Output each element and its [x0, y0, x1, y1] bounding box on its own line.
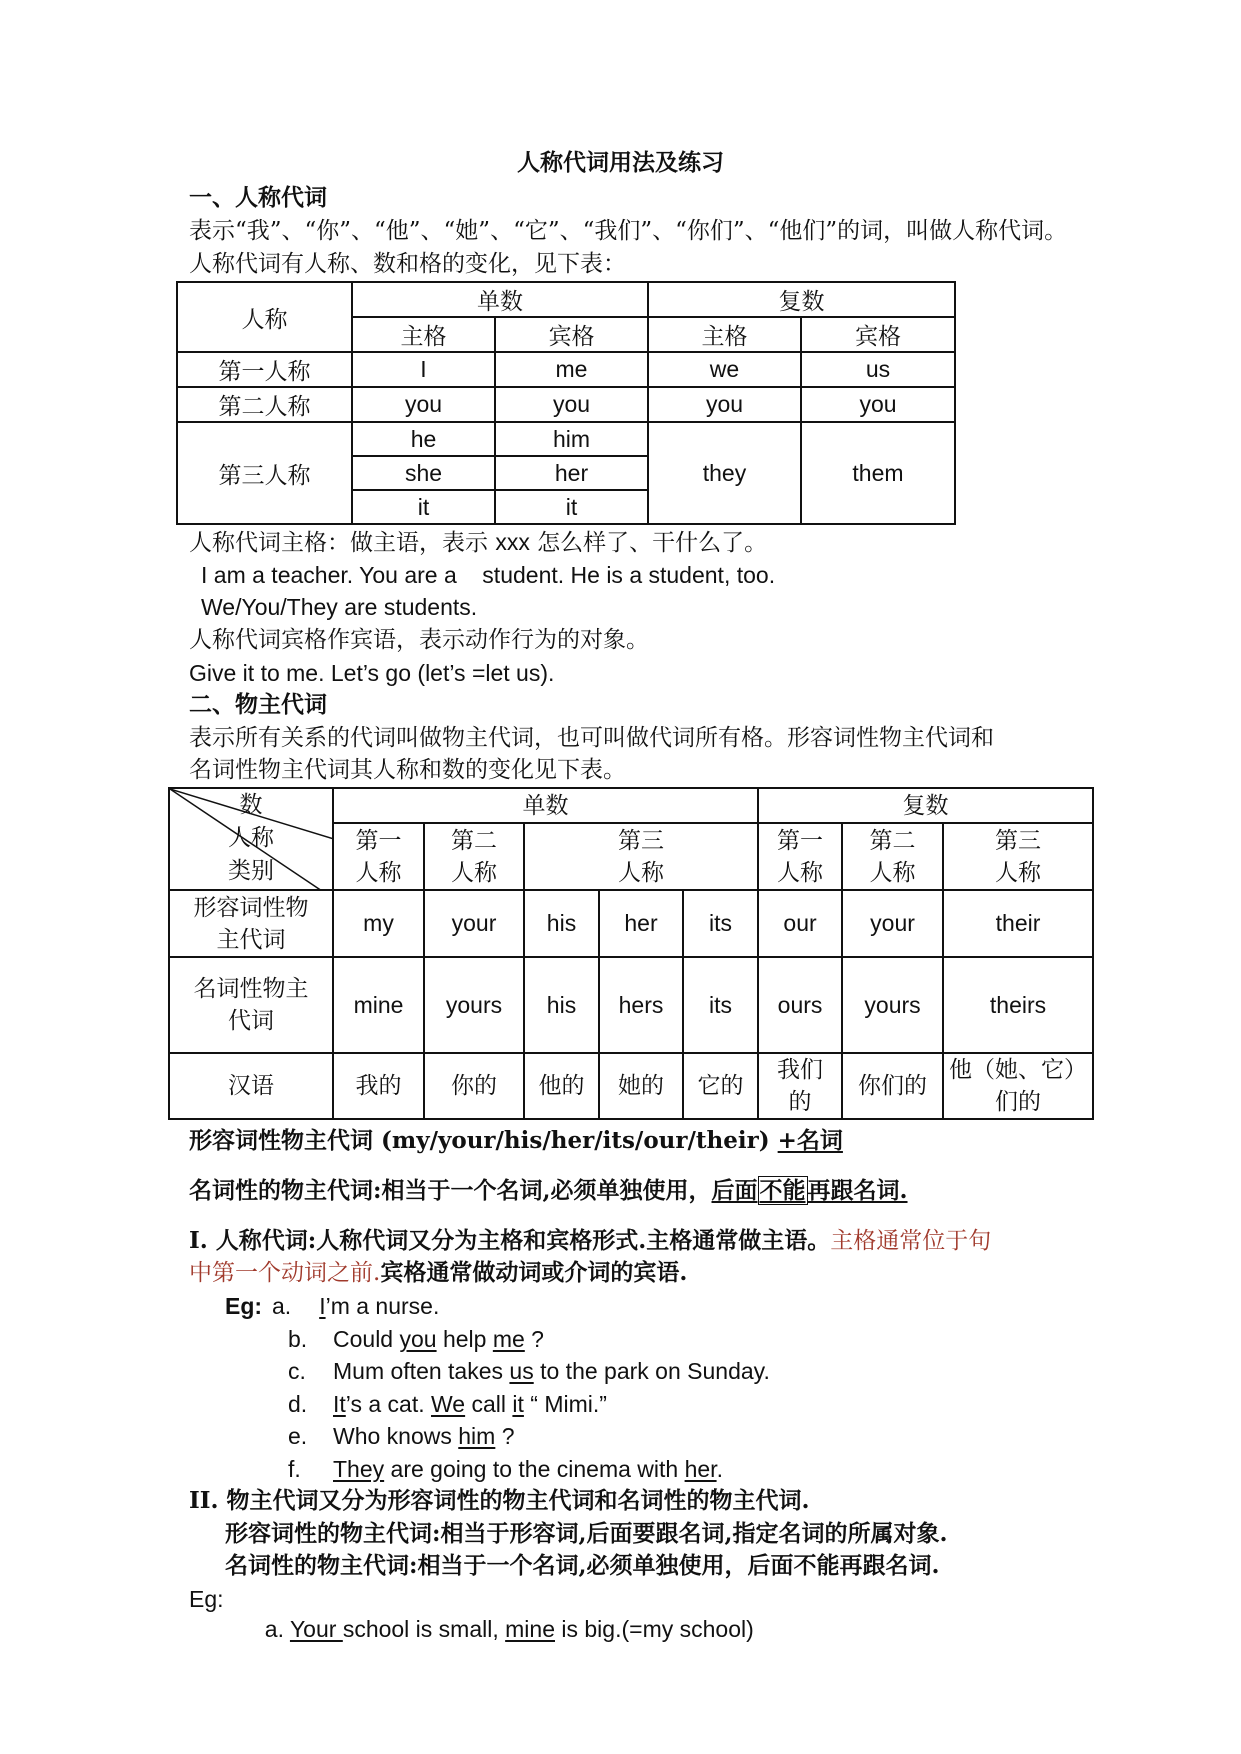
- header-plural: 复数: [648, 282, 955, 317]
- cell: them: [801, 422, 955, 524]
- cell: 我们 的: [758, 1053, 842, 1119]
- cell: 它的: [683, 1053, 758, 1119]
- possessive-pronoun-table: [168, 787, 1094, 1120]
- corner-category: 类别: [228, 858, 274, 884]
- row-label-third: 第三人称: [177, 422, 352, 524]
- subjective-rule: 人称代词主格：做主语，表示 xxx 怎么样了、干什么了。: [189, 529, 768, 556]
- header-second-person: 第二 人称: [842, 823, 943, 890]
- section1-intro-2: 人称代词有人称、数和格的变化，见下表：: [189, 251, 626, 277]
- section2-intro-2: 名词性物主代词其人称和数的变化见下表。: [189, 757, 626, 783]
- cell: yours: [842, 957, 943, 1053]
- example-label: Eg:: [225, 1293, 263, 1319]
- cell: theirs: [943, 957, 1093, 1053]
- header-person: 人称: [177, 282, 352, 352]
- cell: it: [495, 490, 648, 524]
- cell: 他（她、它） 们的: [943, 1053, 1093, 1119]
- example-line-3: Give it to me. Let’s go (let’s =let us).: [189, 660, 555, 686]
- cell: yours: [424, 957, 524, 1053]
- example-d: It’s a cat. We call it “ Mimi.”: [333, 1391, 607, 1417]
- header-second-person: 第二 人称: [424, 823, 524, 890]
- example-c: Mum often takes us to the park on Sunday.: [333, 1358, 770, 1384]
- objective-rule: 人称代词宾格作宾语，表示动作行为的对象。: [189, 627, 649, 653]
- section2-intro-1: 表示所有关系的代词叫做物主代词，也可叫做代词所有格。形容词性物主代词和: [189, 725, 994, 751]
- part2-line-2: 形容词性的物主代词:相当于形容词,后面要跟名词,指定名词的所属对象.: [225, 1520, 948, 1547]
- header-first-person: 第一 人称: [758, 823, 842, 890]
- cell: she: [352, 456, 495, 490]
- cell: his: [524, 957, 599, 1053]
- section2-heading: 二、物主代词: [189, 691, 327, 718]
- header-plural: 复数: [758, 788, 1093, 823]
- example-c-mark: c.: [288, 1358, 306, 1384]
- example-b: Could you help me ?: [333, 1326, 544, 1352]
- row-label-chinese: 汉语: [169, 1053, 333, 1119]
- row-label-noun: 名词性物主 代词: [169, 957, 333, 1053]
- adjective-possessive-rule: 形容词性物主代词 (my/your/his/her/its/our/their) +名词: [189, 1127, 843, 1154]
- cell: your: [842, 890, 943, 957]
- corner-person: 人称: [228, 825, 274, 851]
- header-subjective: 主格: [648, 317, 801, 352]
- cell: my: [333, 890, 424, 957]
- cell: you: [352, 387, 495, 422]
- example-b-mark: b.: [288, 1326, 308, 1352]
- corner-num: 数: [239, 792, 263, 818]
- cell: its: [683, 890, 758, 957]
- cell: we: [648, 352, 801, 387]
- section1-heading: 一、人称代词: [189, 184, 327, 211]
- header-third-person: 第三 人称: [524, 823, 758, 890]
- cell: ours: [758, 957, 842, 1053]
- cell: they: [648, 422, 801, 524]
- example-e-mark: e.: [288, 1423, 308, 1449]
- cell: her: [495, 456, 648, 490]
- cell: it: [352, 490, 495, 524]
- part2-line-3: 名词性的物主代词:相当于一个名词,必须单独使用，后面不能再跟名词.: [225, 1552, 940, 1579]
- page-title: 人称代词用法及练习: [517, 149, 724, 176]
- part1-line-2: 中第一个动词之前.宾格通常做动词或介词的宾语.: [189, 1259, 688, 1286]
- cell: 你的: [424, 1053, 524, 1119]
- cell: 她的: [599, 1053, 683, 1119]
- part2-example-label: Eg:: [189, 1586, 224, 1612]
- header-objective: 宾格: [801, 317, 955, 352]
- cell: you: [495, 387, 648, 422]
- header-singular: 单数: [352, 282, 648, 317]
- header-singular: 单数: [333, 788, 758, 823]
- cell: 他的: [524, 1053, 599, 1119]
- cell: him: [495, 422, 648, 456]
- cell: our: [758, 890, 842, 957]
- header-third-person: 第三 人称: [943, 823, 1093, 890]
- row-label-first: 第一人称: [177, 352, 352, 387]
- cell: 你们的: [842, 1053, 943, 1119]
- cell: I: [352, 352, 495, 387]
- cell: mine: [333, 957, 424, 1053]
- example-e: Who knows him ?: [333, 1423, 515, 1449]
- row-label-second: 第二人称: [177, 387, 352, 422]
- corner-header: [169, 788, 333, 890]
- cell: his: [524, 890, 599, 957]
- cell: your: [424, 890, 524, 957]
- example-f-mark: f.: [288, 1456, 301, 1482]
- cell: he: [352, 422, 495, 456]
- header-subjective: 主格: [352, 317, 495, 352]
- personal-pronoun-table: [176, 281, 956, 525]
- example-line-1: I am a teacher. You are a student. He is a student, too.: [201, 562, 776, 588]
- cell: 我的: [333, 1053, 424, 1119]
- cell: us: [801, 352, 955, 387]
- part1-line-1: I. 人称代词:人称代词又分为主格和宾格形式.主格通常做主语。主格通常位于句: [189, 1227, 992, 1254]
- example-d-mark: d.: [288, 1391, 308, 1417]
- cell: her: [599, 890, 683, 957]
- example-line-2: We/You/They are students.: [201, 594, 478, 620]
- cell: hers: [599, 957, 683, 1053]
- cell: their: [943, 890, 1093, 957]
- row-label-adjective: 形容词性物 主代词: [169, 890, 333, 957]
- cell: you: [801, 387, 955, 422]
- example-f: They are going to the cinema with her.: [333, 1456, 723, 1482]
- header-first-person: 第一 人称: [333, 823, 424, 890]
- header-objective: 宾格: [495, 317, 648, 352]
- noun-possessive-rule: 名词性的物主代词:相当于一个名词,必须单独使用，后面不能再跟名词.: [189, 1177, 908, 1204]
- cell: its: [683, 957, 758, 1053]
- part2-example-a: a. Your school is small, mine is big.(=my school): [264, 1616, 754, 1642]
- cell: me: [495, 352, 648, 387]
- cell: you: [648, 387, 801, 422]
- part2-line-1: II. 物主代词又分为形容词性的物主代词和名词性的物主代词.: [189, 1487, 810, 1514]
- section1-intro-1: 表示“我”、“你”、“他”、“她”、“它”、“我们”、“你们”、“他们”的词，叫做人称代词。: [189, 218, 1068, 244]
- example-a: a. I’m a nurse.: [272, 1293, 440, 1319]
